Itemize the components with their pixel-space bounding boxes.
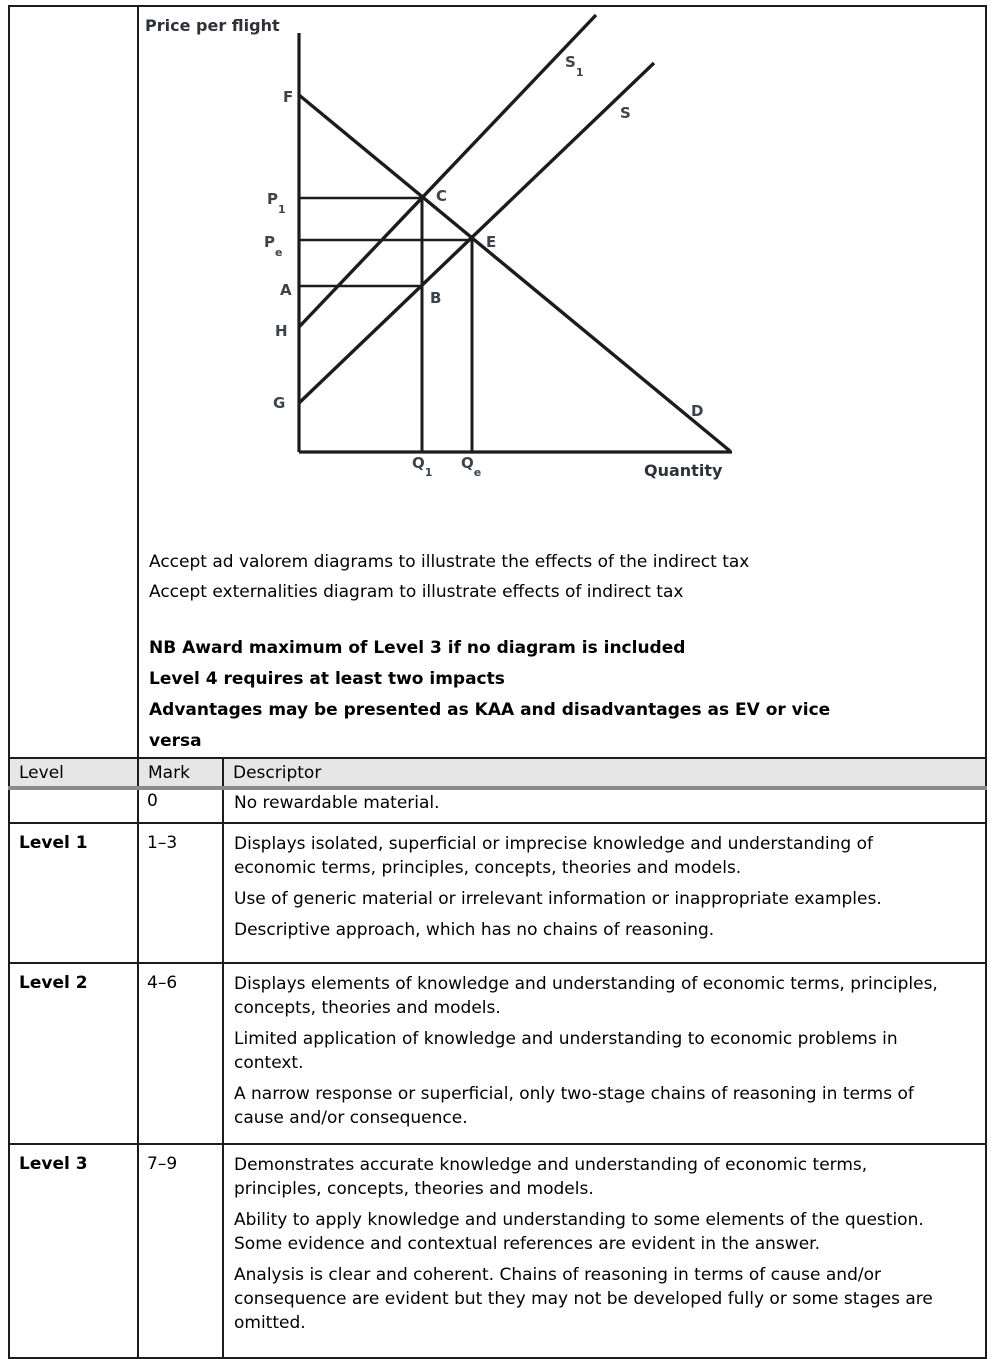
label-p1: $P_1$	[267, 190, 286, 216]
supply-curve	[299, 63, 654, 403]
diagram-and-notes-row	[9, 6, 986, 758]
accept-note: Accept ad valorem diagrams to illustrate the effects of the indirect tax	[149, 552, 750, 572]
nb-note: Level 4 requires at least two impacts	[149, 669, 505, 689]
rubric-row-level3	[9, 1144, 986, 1358]
rubric-row-level1	[9, 823, 986, 963]
mark-range: 4–6	[138, 963, 223, 1144]
label-pe: $P_e$	[264, 233, 283, 259]
level-label: Level 2	[9, 963, 138, 1144]
guidance-notes	[139, 547, 985, 757]
descriptor-paragraph: Displays elements of knowledge and understanding of economic terms, principles, concepts, theories and models.	[234, 974, 938, 1018]
header-mark: Mark	[138, 758, 223, 788]
header-descriptor: Descriptor	[223, 758, 986, 788]
empty-margin-cell	[9, 6, 138, 758]
demand-curve	[299, 95, 730, 451]
mark-range: 7–9	[138, 1144, 223, 1358]
descriptor-paragraph: No rewardable material.	[234, 793, 440, 813]
nb-note: NB Award maximum of Level 3 if no diagram is included	[149, 638, 686, 658]
rubric-row-0	[9, 788, 986, 823]
label-s: S	[620, 104, 631, 122]
level-label: Level 1	[9, 823, 138, 963]
descriptor-cell	[223, 1144, 986, 1358]
label-g: G	[273, 394, 286, 412]
descriptor-paragraph: Descriptive approach, which has no chains of reasoning.	[234, 920, 715, 940]
supply-demand-diagram	[141, 9, 785, 491]
descriptor-paragraph: Displays isolated, superficial or imprecise knowledge and understanding of economic terms, principles, concepts, theories and models.	[234, 834, 874, 878]
level-label	[9, 788, 138, 823]
rubric-header-row	[9, 758, 986, 788]
supply-shifted-curve	[299, 15, 596, 327]
label-d: D	[691, 402, 704, 420]
descriptor-paragraph: Demonstrates accurate knowledge and understanding of economic terms, principles, concepts, theories and models.	[234, 1155, 868, 1199]
label-e: E	[486, 233, 497, 251]
x-axis-title: Quantity	[644, 461, 723, 480]
nb-note: Advantages may be presented as KAA and disadvantages as EV or vice versa	[149, 700, 831, 751]
descriptor-cell	[223, 963, 986, 1144]
diagram-notes-cell	[138, 6, 986, 758]
notes-spacer	[149, 607, 985, 633]
label-c: C	[436, 187, 448, 205]
descriptor-paragraph: Limited application of knowledge and understanding to economic problems in context.	[234, 1029, 898, 1073]
descriptor-paragraph: Ability to apply knowledge and understanding to some elements of the question. Some evidence and contextual references are evident in the answer.	[234, 1210, 924, 1254]
descriptor-paragraph: Use of generic material or irrelevant information or inappropriate examples.	[234, 889, 882, 909]
label-q1: $Q_1$	[412, 454, 433, 479]
rubric-row-level2	[9, 963, 986, 1144]
label-f: F	[283, 88, 294, 106]
descriptor-cell	[223, 788, 986, 823]
label-a: A	[280, 281, 292, 299]
descriptor-cell	[223, 823, 986, 963]
level-label: Level 3	[9, 1144, 138, 1358]
label-h: H	[275, 322, 288, 340]
header-level: Level	[9, 758, 138, 788]
mark-range: 0	[138, 788, 223, 823]
mark-range: 1–3	[138, 823, 223, 963]
label-s1: $S_1$	[565, 53, 584, 79]
label-b: B	[430, 289, 442, 307]
descriptor-paragraph: Analysis is clear and coherent. Chains of reasoning in terms of cause and/or consequence are evident but they may not be developed fully or some stages are omitted.	[234, 1265, 933, 1333]
mark-scheme-table	[8, 5, 987, 1359]
accept-note: Accept externalities diagram to illustrate effects of indirect tax	[149, 582, 684, 602]
y-axis-title: Price per flight	[145, 16, 280, 35]
label-qe: $Q_e$	[461, 454, 482, 479]
descriptor-paragraph: A narrow response or superficial, only two-stage chains of reasoning in terms of cause and/or consequence.	[234, 1084, 914, 1128]
